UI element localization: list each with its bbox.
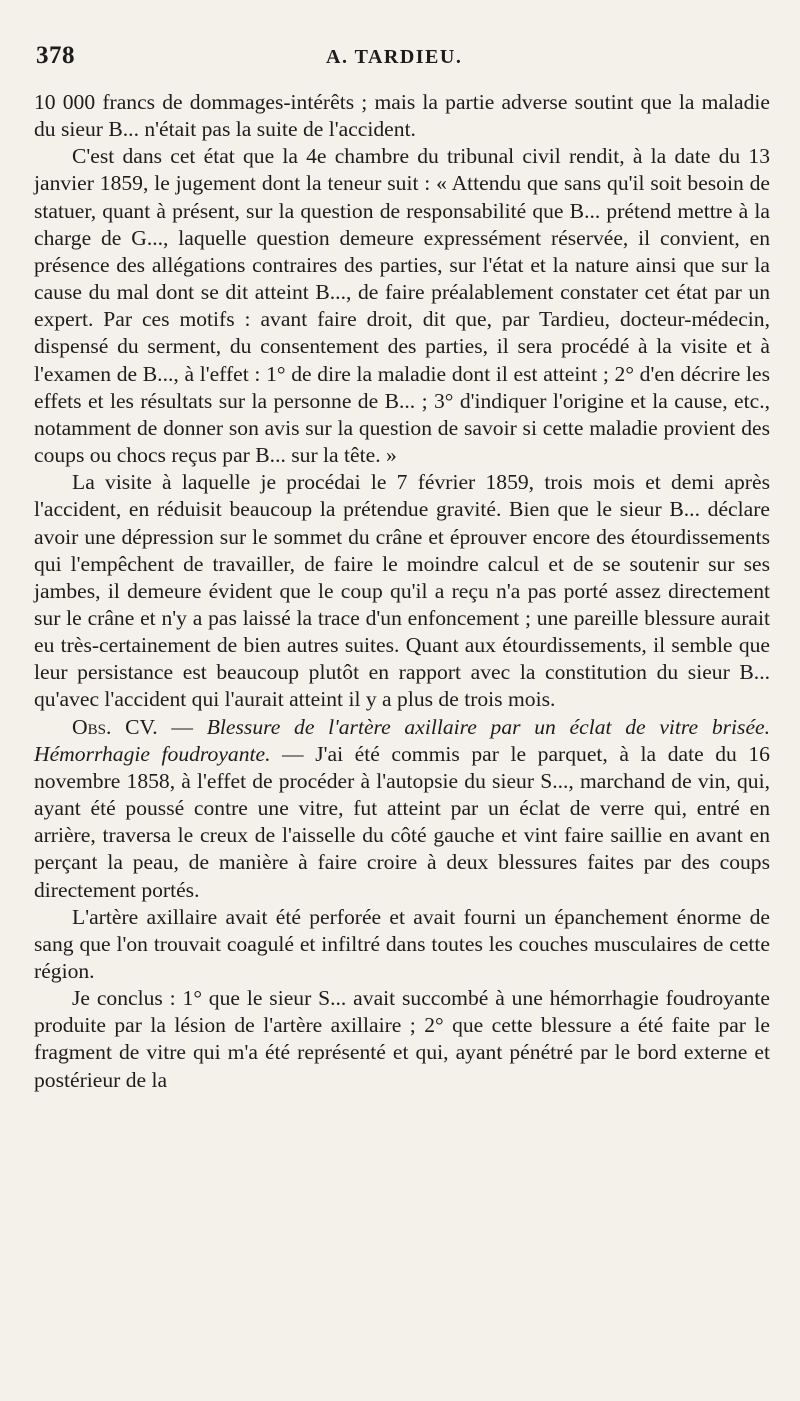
paragraph: La visite à laquelle je procédai le 7 février 1859, trois mois et demi après l'accident, en réduisit beaucoup la prétendue gravité. Bien que le sieur B... déclare avoir une dépression sur le sommet du crâne et éprouver encore des étourdissements qui l'empêchent de travailler, de faire le moindre calcul et de se soutenir sur ses jambes, il demeure évident que le coup qu'il a reçu n'a pas porté assez directement sur le crâne et n'y a pas laissé la trace d'un enfoncement ; une pareille blessure aurait eu très-certainement de bien autres suites. Quant aux étourdissements, il semble que leur persistance est beaucoup plutôt en rapport avec la constitution du sieur B... qu'avec l'accident qui l'aurait atteint il y a plus de trois mois. bbox=[34, 470, 770, 712]
page-number: 378 bbox=[36, 42, 75, 69]
body-text bbox=[34, 89, 770, 1094]
observation-paragraph bbox=[34, 714, 770, 904]
page-header bbox=[36, 42, 770, 78]
paragraph: C'est dans cet état que la 4e chambre du tribunal civil rendit, à la date du 13 janvier 1859, le jugement dont la teneur suit : « Attendu que sans qu'il soit besoin de statuer, quant à présent, sur la question de responsabilité que B... prétend mettre à la charge de G..., laquelle question demeure expressément réservée, il convient, en présence des allégations contraires des parties, sur l'état et la nature ainsi que sur la cause du mal dont se dit atteint B..., de faire préalablement constater cet état par un expert. Par ces motifs : avant faire droit, dit que, par Tardieu, docteur-médecin, dispensé du serment, du consentement des parties, il sera procédé à la visite et à l'examen de B..., à l'effet : 1° de dire la maladie dont il est atteint ; 2° d'en décrire les effets et les résultats sur la personne de B... ; 3° d'indiquer l'origine et la cause, etc., notamment de donner son avis sur la question de savoir si cette maladie provient des coups ou chocs reçus par B... sur la tête. » bbox=[34, 144, 770, 468]
observation-dash: — bbox=[157, 714, 207, 739]
running-head: A. TARDIEU. bbox=[326, 46, 463, 68]
observation-title: Blessure de l'artère axillaire par un éclat de vitre brisée. Hémorrhagie foudroyante. bbox=[34, 714, 771, 766]
paragraph: Je conclus : 1° que le sieur S... avait succombé à une hémorrhagie foudroyante produite par la lésion de l'artère axillaire ; 2° que cette blessure a été faite par le fragment de vitre qui m'a été représenté et qui, ayant pénétré par le bord externe et postérieur de la bbox=[34, 986, 770, 1092]
paragraph: 10 000 francs de dommages-intérêts ; mais la partie adverse soutint que la maladie du sieur B... n'était pas la suite de l'accident. bbox=[34, 90, 770, 142]
paragraph: L'artère axillaire avait été perforée et avait fourni un épanchement énorme de sang que l'on trouvait coagulé et infiltré dans toutes les couches musculaires de cette région. bbox=[34, 904, 770, 983]
observation-text: — J'ai été commis par le parquet, à la date du 16 novembre 1858, à l'effet de procéder à l'autopsie du sieur S..., marchand de vin, qui, ayant été poussé contre une vitre, fut atteint par un éclat de verre qui, entré en arrière, traversa le creux de l'aisselle du côté gauche et vint faire saillie en avant en perçant la peau, de manière à faire croire à deux blessures faites par des coups directement portés. bbox=[34, 741, 770, 902]
observation-label: Obs. CV. bbox=[72, 714, 158, 739]
